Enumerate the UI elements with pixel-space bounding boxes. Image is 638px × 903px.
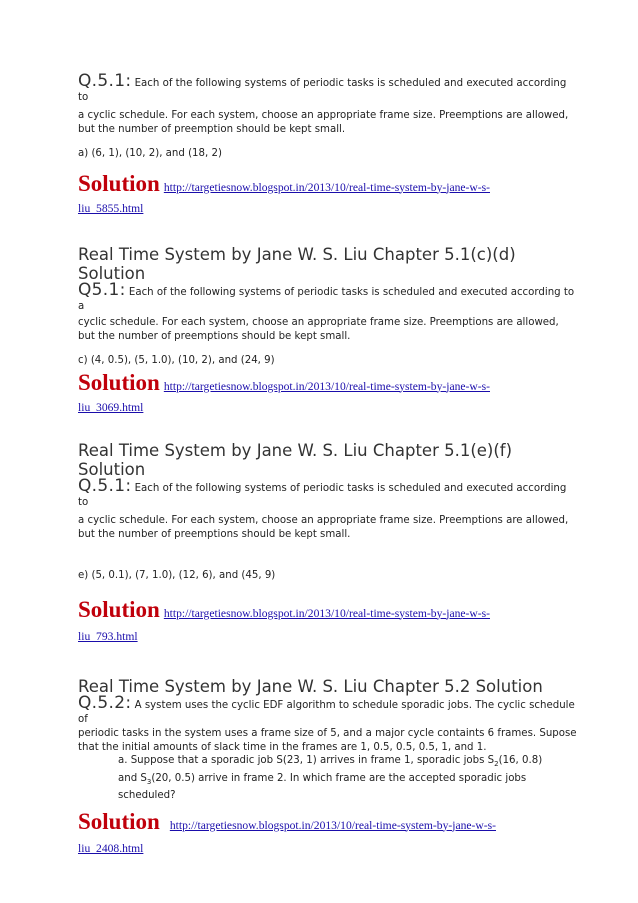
solution-label: Solution: [78, 170, 160, 196]
item-a-text: (16, 0.8): [498, 755, 543, 766]
item-a-line2: [78, 772, 578, 803]
solution-row: [78, 370, 578, 396]
solution-label: Solution: [78, 808, 160, 834]
solution-link[interactable]: http://targetiesnow.blogspot.in/2013/10/real-time-system-by-jane-w-s-: [163, 180, 490, 194]
solution-link-cont-row: [78, 398, 578, 416]
question-text: Each of the following systems of periodic tasks is scheduled and executed according to: [78, 483, 567, 508]
section-q51-cd: [78, 245, 578, 416]
item-a-text: and S: [118, 772, 147, 784]
question-number: Q.5.2:: [78, 693, 132, 713]
question-line: [78, 476, 578, 510]
solution-link-cont-row: [78, 839, 578, 857]
question-text-cont: a cyclic schedule. For each system, choose an appropriate frame size. Preemptions are allowed, but the number of preemption should be kept small.: [78, 110, 569, 135]
solution-row: [78, 597, 578, 623]
subscript: 2: [494, 760, 499, 769]
question-part: a) (6, 1), (10, 2), and (18, 2): [78, 148, 222, 159]
question-number: Q.5.1:: [78, 71, 132, 91]
section-heading: Real Time System by Jane W. S. Liu Chapter 5.1(c)(d): [78, 245, 516, 264]
section-heading-cont: Solution: [78, 264, 146, 283]
section-heading-cont: Solution: [78, 460, 146, 479]
question-line: [78, 280, 578, 314]
item-a-text: (20, 0.5) arrive in frame 2. In which frame are the accepted sporadic jobs scheduled?: [118, 772, 527, 802]
question-text-cont: a cyclic schedule. For each system, choose an appropriate frame size. Preemptions are allowed, but the number of preemptions should be kept small.: [78, 515, 569, 540]
question-text-cont: periodic tasks in the system uses a frame size of 5, and a major cycle containts 6 frames. Supose that the initial amounts of slack time in the frames are 1, 0.5, 0.5, 0.5, 1, and 1.: [78, 728, 577, 753]
item-a-text: a. Suppose that a sporadic job S(23, 1) arrives in frame 1, sporadic jobs S: [118, 755, 495, 766]
subscript: 3: [146, 777, 152, 786]
solution-link[interactable]: http://targetiesnow.blogspot.in/2013/10/real-time-system-by-jane-w-s-: [163, 379, 490, 393]
question-line: [78, 71, 578, 105]
solution-link-cont[interactable]: liu_3069.html: [78, 400, 144, 414]
solution-link-cont[interactable]: liu_5855.html: [78, 201, 144, 215]
solution-label: Solution: [78, 369, 160, 395]
section-q51-ef: [78, 441, 578, 645]
question-number: Q.5.1:: [78, 476, 132, 496]
section-heading: Real Time System by Jane W. S. Liu Chapter 5.2 Solution: [78, 677, 543, 696]
question-text: Each of the following systems of periodic tasks is scheduled and executed according to a: [78, 287, 575, 312]
solution-row: [78, 171, 578, 197]
item-a-line1: [78, 754, 578, 772]
question-part: e) (5, 0.1), (7, 1.0), (12, 6), and (45, 9): [78, 570, 276, 581]
question-line: [78, 693, 578, 727]
solution-row: [78, 809, 578, 835]
solution-link-cont-row: [78, 627, 578, 645]
question-text: Each of the following systems of periodic tasks is scheduled and executed according to: [78, 78, 567, 103]
solution-link[interactable]: http://targetiesnow.blogspot.in/2013/10/real-time-system-by-jane-w-s-: [163, 606, 490, 620]
question-part: c) (4, 0.5), (5, 1.0), (10, 2), and (24, 9): [78, 355, 275, 366]
question-text-cont: cyclic schedule. For each system, choose an appropriate frame size. Preemptions are allowed, but the number of preemptions should be kept small.: [78, 317, 559, 342]
solution-link-cont[interactable]: liu_793.html: [78, 629, 138, 643]
question-text: A system uses the cyclic EDF algorithm to schedule sporadic jobs. The cyclic schedule of: [78, 700, 575, 725]
solution-link-cont[interactable]: liu_2408.html: [78, 841, 144, 855]
section-heading: Real Time System by Jane W. S. Liu Chapter 5.1(e)(f): [78, 441, 513, 460]
solution-label: Solution: [78, 596, 160, 622]
section-q51-a: [78, 71, 578, 217]
question-number: Q5.1:: [78, 280, 126, 300]
solution-link-cont-row: [78, 199, 578, 217]
section-q52: [78, 677, 578, 857]
solution-link[interactable]: http://targetiesnow.blogspot.in/2013/10/real-time-system-by-jane-w-s-: [169, 818, 496, 832]
